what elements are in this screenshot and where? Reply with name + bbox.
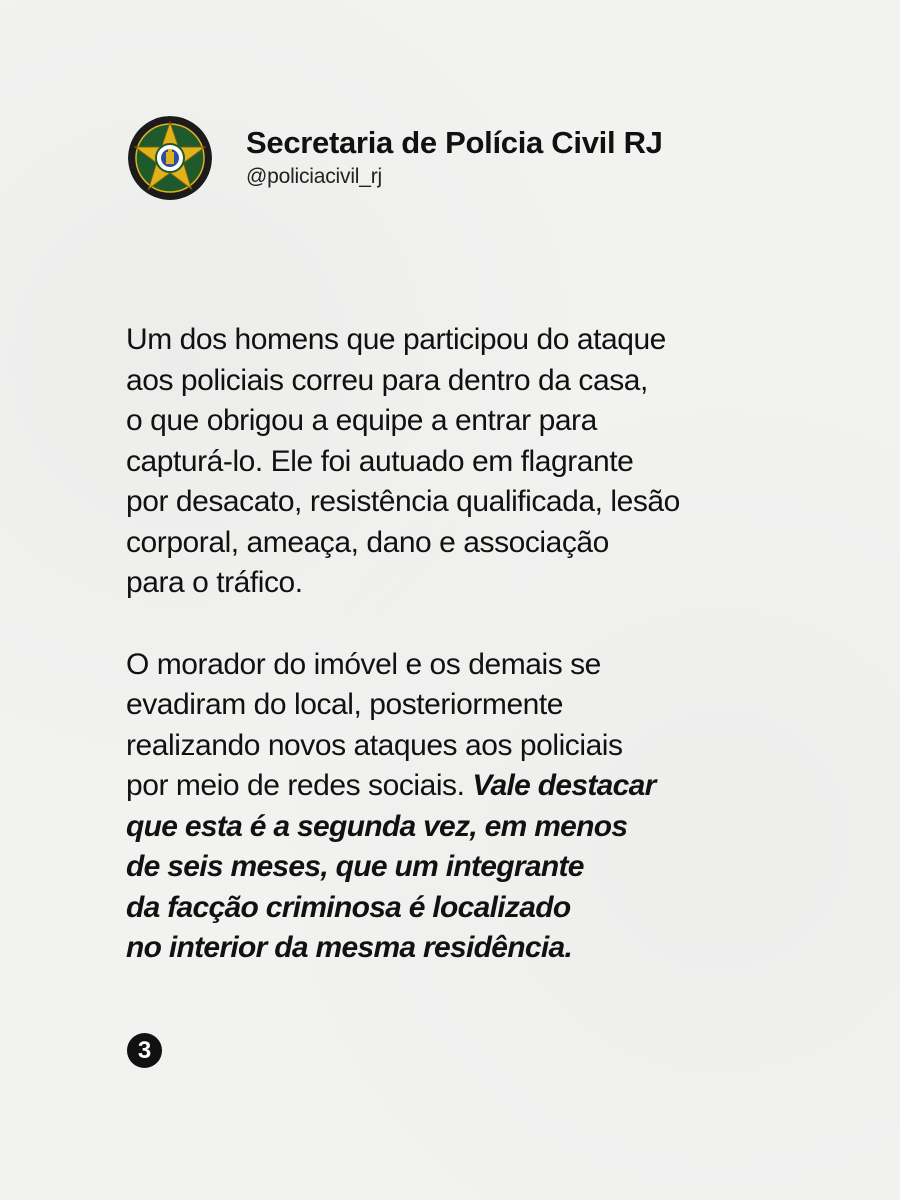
text-line: corporal, ameaça, dano e associação [126, 525, 609, 559]
text-line: para o tráfico. [126, 566, 303, 599]
emphasis-line: da facção criminosa é localizado [126, 890, 571, 924]
text-line: Um dos homens que participou do ataque [126, 323, 666, 356]
post-body [126, 320, 806, 969]
text-line: por desacato, resistência qualificada, lesão [126, 485, 680, 518]
paragraph-1 [126, 320, 806, 604]
account-info [246, 125, 663, 191]
text-line: realizando novos ataques aos policiais [126, 728, 623, 762]
text-line: capturá-lo. Ele foi autuado em flagrante [126, 444, 634, 478]
text-segment: por meio de redes sociais. [126, 769, 473, 802]
page-number-badge: 3 [127, 1033, 162, 1068]
text-line-mixed [126, 766, 806, 807]
account-handle[interactable]: @policiacivil_rj [246, 165, 382, 188]
text-line: aos policiais correu para dentro da casa, [126, 363, 648, 397]
post-header [128, 116, 663, 200]
account-name[interactable]: Secretaria de Polícia Civil RJ [246, 125, 663, 160]
paragraph-2 [126, 645, 806, 969]
text-line: O morador do imóvel e os demais se [126, 647, 601, 681]
text-line: evadiram do local, posteriormente [126, 688, 564, 721]
emphasis-line: no interior da mesma residência. [126, 931, 573, 964]
text-line: o que obrigou a equipe a entrar para [126, 404, 597, 437]
emphasis-line: que esta é a segunda vez, em menos [126, 809, 628, 843]
emphasis-text: Vale destacar [472, 769, 656, 802]
emphasis-line: de seis meses, que um integrante [126, 850, 584, 883]
police-badge-star-icon [128, 116, 212, 200]
avatar[interactable] [128, 116, 212, 200]
